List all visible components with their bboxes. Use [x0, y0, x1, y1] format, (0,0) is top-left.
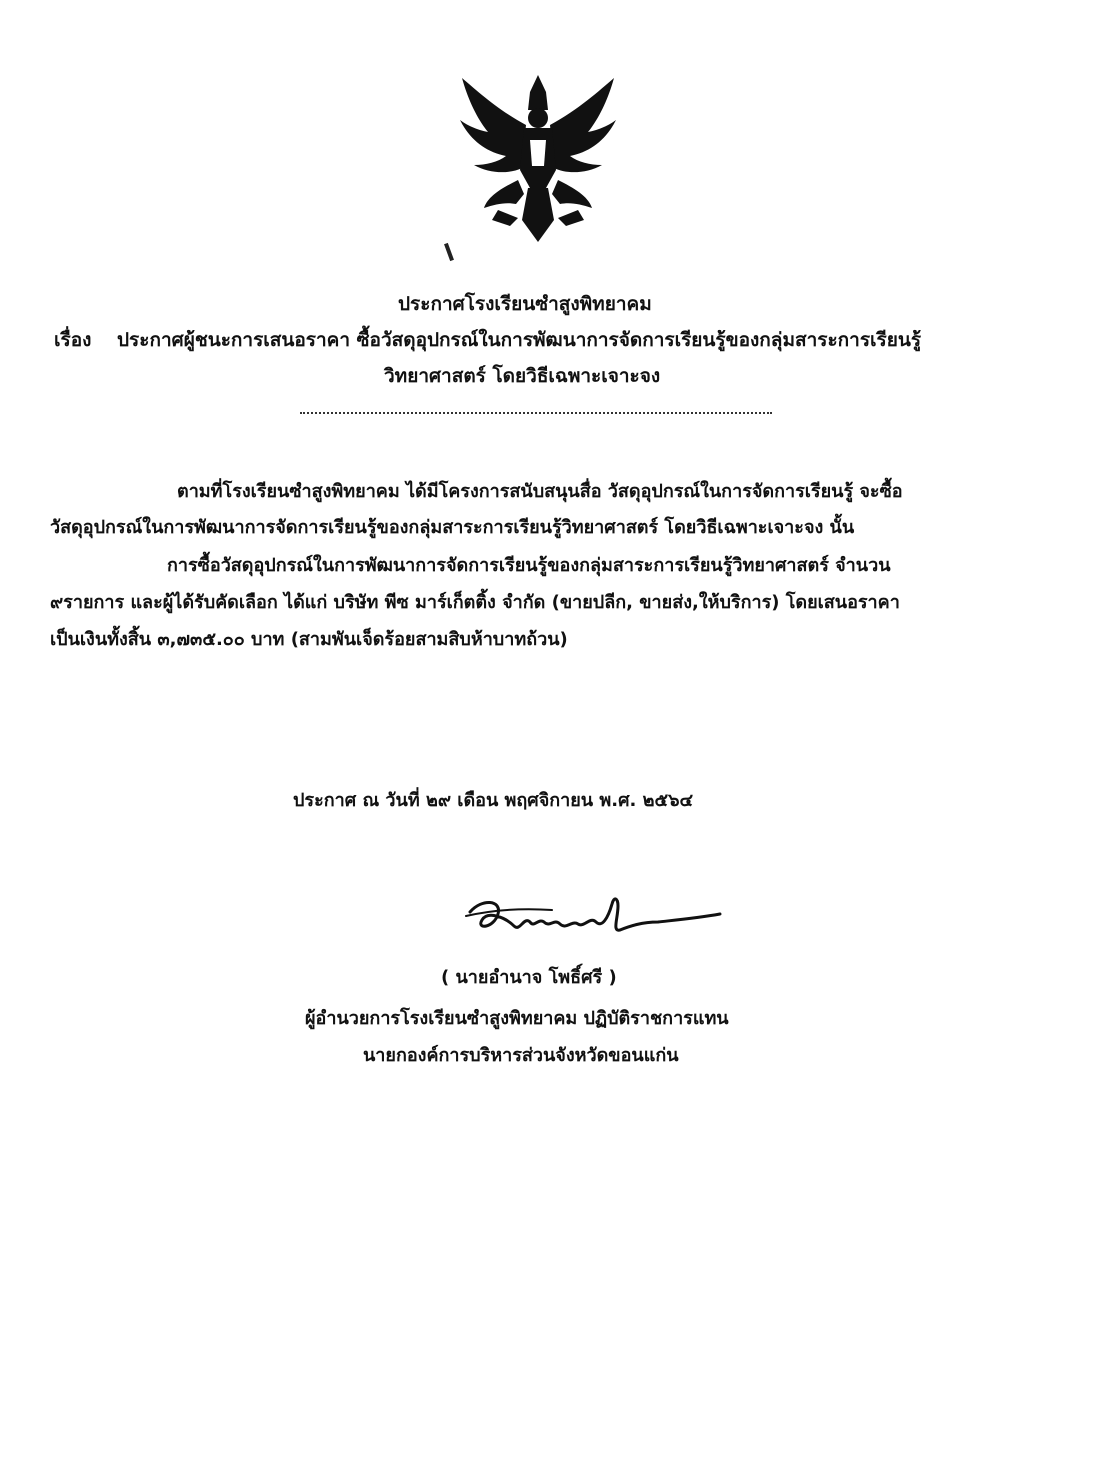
body-line-3: การซื้อวัสดุอุปกรณ์ในการพัฒนาการจัดการเรียนรู้ของกลุ่มสาระการเรียนรู้วิทยาศาสตร์ จำนวน [167, 555, 891, 576]
garuda-emblem-icon [458, 70, 618, 245]
signatory-position-2: นายกองค์การบริหารส่วนจังหวัดขอนแก่น [363, 1045, 679, 1066]
subject-line-1: ประกาศผู้ชนะการเสนอราคา ซื้อวัสดุอุปกรณ์ในการพัฒนาการจัดการเรียนรู้ของกลุ่มสาระการเรียนรู้ [117, 329, 922, 351]
signatory-name: ( นายอำนาจ โพธิ์ศรี ) [441, 967, 617, 988]
subject-line-2: วิทยาศาสตร์ โดยวิธีเฉพาะเจาะจง [384, 365, 661, 387]
announcement-title: ประกาศโรงเรียนซำสูงพิทยาคม [398, 293, 652, 315]
signatory-position-1: ผู้อำนวยการโรงเรียนซำสูงพิทยาคม ปฏิบัติราชการแทน [305, 1008, 729, 1029]
body-line-1: ตามที่โรงเรียนซำสูงพิทยาคม ได้มีโครงการสนับสนุนสื่อ วัสดุอุปกรณ์ในการจัดการเรียนรู้ จะซื้อ [177, 481, 903, 502]
body-line-2: วัสดุอุปกรณ์ในการพัฒนาการจัดการเรียนรู้ของกลุ่มสาระการเรียนรู้วิทยาศาสตร์ โดยวิธีเฉพาะเจาะจง นั้น [50, 517, 855, 538]
header-divider [300, 412, 772, 414]
body-line-4: ๙รายการ และผู้ได้รับคัดเลือก ได้แก่ บริษัท พีซ มาร์เก็ตติ้ง จำกัด (ขายปลีก, ขายส่ง,ให้บริการ) โดยเสนอราคา [50, 592, 900, 613]
announcement-date: ประกาศ ณ วันที่ ๒๙ เดือน พฤศจิกายน พ.ศ. ๒๕๖๔ [293, 790, 694, 811]
signature [462, 892, 724, 950]
stray-mark [444, 243, 454, 261]
subject-label: เรื่อง [54, 329, 92, 351]
body-line-5: เป็นเงินทั้งสิ้น ๓,๗๓๕.๐๐ บาท (สามพันเจ็ดร้อยสามสิบห้าบาทถ้วน) [50, 629, 568, 650]
